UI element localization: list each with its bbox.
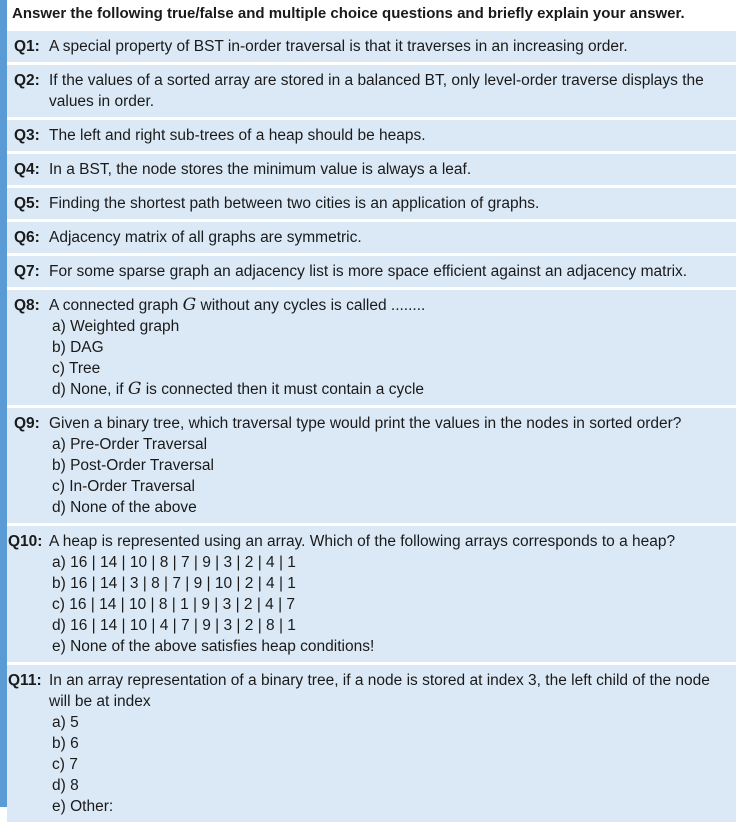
math-variable: G xyxy=(127,379,142,399)
option-a[interactable]: a) 16 | 14 | 10 | 8 | 7 | 9 | 3 | 2 | 4 | 1 xyxy=(52,554,296,571)
option-e[interactable]: e) None of the above satisfies heap conditions! xyxy=(52,638,375,655)
question-number: Q4: xyxy=(14,161,40,178)
question-number: Q9: xyxy=(14,415,40,432)
question-text xyxy=(49,297,425,314)
math-variable: G xyxy=(182,295,197,315)
option-c[interactable]: c) 16 | 14 | 10 | 8 | 1 | 9 | 3 | 2 | 4 | 7 xyxy=(52,596,296,613)
option-c[interactable]: c) Tree xyxy=(52,360,101,377)
option-e[interactable]: e) Other: xyxy=(52,798,114,815)
option-d[interactable]: d) 8 xyxy=(52,777,79,794)
left-accent-bar xyxy=(0,0,7,807)
question-text: Finding the shortest path between two cities is an application of graphs. xyxy=(49,195,540,212)
option-d[interactable]: d) 16 | 14 | 10 | 4 | 7 | 9 | 3 | 2 | 8 | 1 xyxy=(52,617,296,634)
question-6 xyxy=(7,222,736,256)
question-text: Adjacency matrix of all graphs are symmetric. xyxy=(49,229,362,246)
question-1 xyxy=(7,31,736,65)
option-b[interactable]: b) Post-Order Traversal xyxy=(52,457,214,474)
option-c[interactable]: c) In-Order Traversal xyxy=(52,478,195,495)
option-d-end: is connected then it must contain a cycle xyxy=(145,381,425,398)
option-d[interactable] xyxy=(52,379,730,400)
question-sheet xyxy=(7,0,736,825)
option-c[interactable]: c) 7 xyxy=(52,756,78,773)
question-10 xyxy=(7,526,736,665)
question-9 xyxy=(7,408,736,526)
option-b[interactable]: b) 16 | 14 | 3 | 8 | 7 | 9 | 10 | 2 | 4 | 1 xyxy=(52,575,296,592)
question-number: Q5: xyxy=(14,195,40,212)
question-11 xyxy=(7,665,736,825)
question-text: In a BST, the node stores the minimum value is always a leaf. xyxy=(49,161,472,178)
question-text: In an array representation of a binary tree, if a node is stored at index 3, the left child of the node will be at index xyxy=(49,672,710,710)
option-a[interactable]: a) Weighted graph xyxy=(52,318,180,335)
question-4 xyxy=(7,154,736,188)
question-5 xyxy=(7,188,736,222)
question-3 xyxy=(7,120,736,154)
option-d[interactable]: d) None of the above xyxy=(52,499,197,516)
question-number: Q7: xyxy=(14,263,40,280)
question-2 xyxy=(7,65,736,120)
question-7 xyxy=(7,256,736,290)
question-number: Q11: xyxy=(8,672,42,689)
question-number: Q3: xyxy=(14,127,40,144)
option-b[interactable]: b) 6 xyxy=(52,735,79,752)
question-text-start: A connected graph xyxy=(49,297,179,314)
option-b[interactable]: b) DAG xyxy=(52,339,104,356)
question-text-end: without any cycles is called ........ xyxy=(200,297,426,314)
question-text: Given a binary tree, which traversal type would print the values in the nodes in sorted order? xyxy=(49,415,682,432)
question-number: Q8: xyxy=(14,297,40,314)
question-number: Q6: xyxy=(14,229,40,246)
options-list xyxy=(49,434,730,518)
question-number: Q10: xyxy=(8,533,43,550)
question-text: The left and right sub-trees of a heap should be heaps. xyxy=(49,127,426,144)
instructions-heading: Answer the following true/false and multiple choice questions and briefly explain your answer. xyxy=(7,0,736,31)
question-text: A heap is represented using an array. Which of the following arrays corresponds to a heap? xyxy=(49,533,676,550)
question-number: Q2: xyxy=(14,72,40,89)
options-list xyxy=(49,552,730,657)
options-list xyxy=(49,712,730,817)
options-list xyxy=(49,316,730,400)
question-text: A special property of BST in-order traversal is that it traverses in an increasing order. xyxy=(49,38,628,55)
question-number: Q1: xyxy=(14,38,40,55)
option-a[interactable]: a) 5 xyxy=(52,714,79,731)
option-a[interactable]: a) Pre-Order Traversal xyxy=(52,436,208,453)
question-text: For some sparse graph an adjacency list is more space efficient against an adjacency matrix. xyxy=(49,263,688,280)
question-8 xyxy=(7,290,736,408)
question-text: If the values of a sorted array are stored in a balanced BT, only level-order traverse displays the values in order. xyxy=(49,72,704,110)
option-d-start: d) None, if xyxy=(52,381,124,398)
